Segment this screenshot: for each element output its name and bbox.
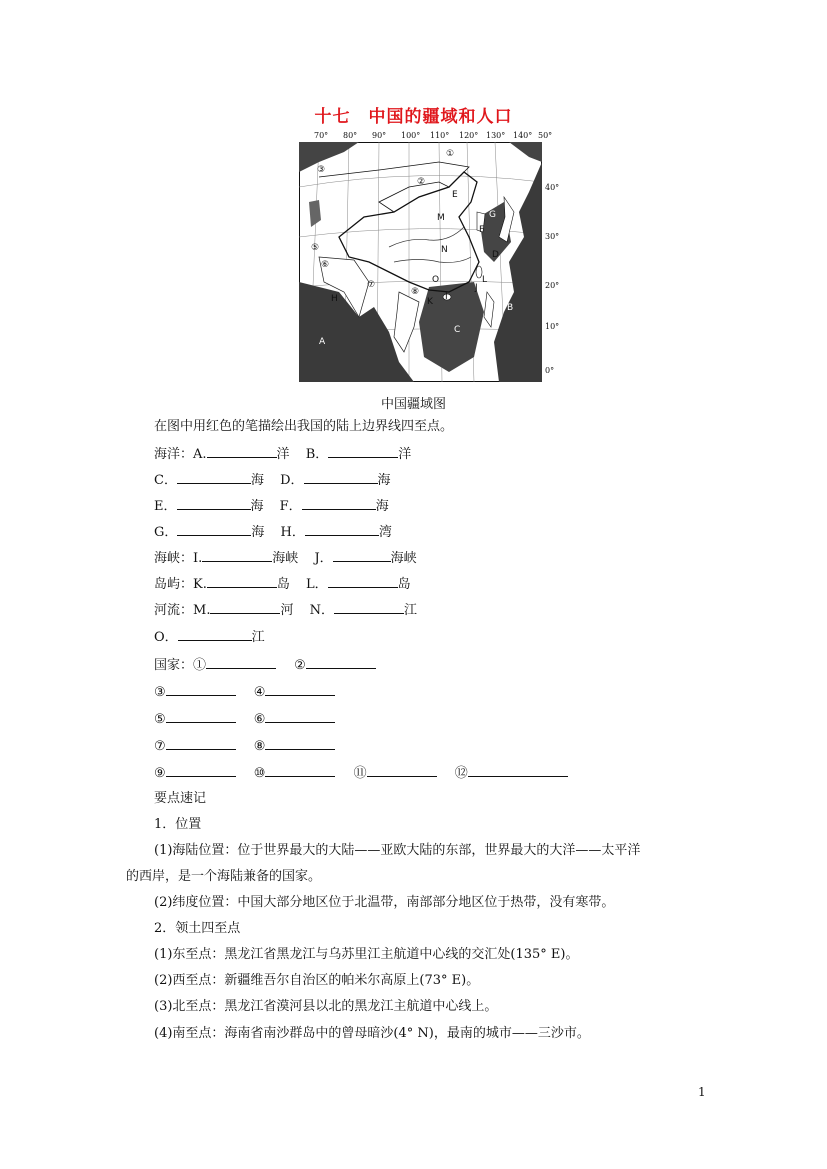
item-suffix: 洋: [276, 447, 290, 462]
item-suffix: 岛: [276, 577, 290, 592]
item-suffix: 河: [280, 603, 294, 618]
lon-label: 90°: [372, 131, 387, 140]
row-label: 国家：: [154, 658, 194, 673]
lon-label: 110°: [430, 131, 450, 140]
item-label: D．: [280, 473, 304, 488]
item-label: K.: [193, 577, 207, 592]
item-label: N．: [309, 603, 335, 618]
map-label: B: [507, 303, 514, 313]
map-label: D: [492, 250, 499, 260]
map-label: L: [482, 275, 488, 285]
map-label: K: [427, 297, 433, 307]
lon-label: 130°: [486, 131, 506, 140]
answer-blank[interactable]: [305, 522, 379, 536]
item-suffix: 湾: [378, 525, 392, 540]
map-label: ⑥: [321, 260, 330, 270]
item-label: ⑧: [253, 739, 266, 754]
item-label: A.: [193, 447, 207, 462]
answer-blank[interactable]: [202, 548, 272, 562]
item-label: H．: [280, 525, 305, 540]
map-label: ⑤: [311, 243, 320, 253]
map-label: ②: [417, 177, 426, 187]
item-label: C．: [154, 473, 177, 488]
country-row-2: [154, 682, 335, 702]
item-suffix: 海峡: [390, 551, 417, 566]
item-label: ①: [193, 658, 207, 673]
notes-heading: 要点速记: [154, 791, 207, 806]
map-label: ⑧: [411, 287, 420, 297]
country-row-5: [154, 763, 568, 783]
section-heading: 1．位置: [154, 817, 202, 832]
answer-blank[interactable]: [265, 682, 335, 696]
map-label: C: [454, 325, 461, 335]
lat-label: 10°: [545, 322, 560, 331]
answer-blank[interactable]: [177, 496, 251, 510]
map-label: E: [452, 190, 458, 200]
lat-label: 0°: [545, 366, 555, 375]
instruction: 在图中用红色的笔描绘出我国的陆上边界线四至点。: [154, 419, 454, 434]
answer-blank[interactable]: [333, 548, 391, 562]
item-suffix: 海: [251, 525, 265, 540]
page-title: 十七 中国的疆域和人口: [314, 107, 513, 127]
answer-blank[interactable]: [166, 682, 236, 696]
row-label: 河流：: [154, 603, 194, 618]
item-label: ⑦: [154, 739, 166, 754]
item-label: J．: [314, 551, 333, 566]
river-row: [154, 600, 417, 620]
item-label: ⑨: [154, 766, 166, 781]
map-label: ①: [446, 149, 455, 159]
lat-label: 30°: [545, 232, 560, 241]
note-paragraph: (4)南至点：海南省南沙群岛中的曾母暗沙(4° N)，最南的城市——三沙市。: [154, 1026, 590, 1041]
ocean-row-3: [154, 496, 389, 516]
answer-blank[interactable]: [166, 736, 236, 750]
ocean-row-2: [154, 470, 391, 490]
ocean-row-1: [154, 444, 411, 464]
lon-label: 50°: [538, 131, 553, 140]
map-label: N: [441, 245, 448, 255]
item-label: F．: [279, 499, 302, 514]
item-label: ⑫: [454, 766, 468, 781]
answer-blank[interactable]: [328, 444, 398, 458]
lat-label: 40°: [545, 183, 560, 192]
item-label: ⑩: [253, 766, 266, 781]
item-label: ③: [154, 685, 166, 700]
item-suffix: 海: [250, 499, 264, 514]
item-label: ②: [294, 658, 306, 673]
map-label: G: [489, 210, 496, 220]
map-label: J: [475, 283, 478, 293]
item-suffix: 海: [377, 473, 391, 488]
answer-blank[interactable]: [207, 444, 277, 458]
item-suffix: 洋: [398, 447, 412, 462]
map-label: I: [445, 292, 448, 302]
item-label: I.: [193, 551, 203, 566]
item-label: ⑥: [253, 712, 266, 727]
answer-blank[interactable]: [334, 600, 404, 614]
lon-label: 70°: [314, 131, 329, 140]
lon-label: 120°: [459, 131, 479, 140]
answer-blank[interactable]: [178, 627, 252, 641]
answer-blank[interactable]: [206, 655, 276, 669]
strait-row: [154, 548, 417, 568]
item-label: M.: [193, 603, 211, 618]
answer-blank[interactable]: [302, 496, 376, 510]
item-suffix: 岛: [397, 577, 411, 592]
lon-label: 80°: [343, 131, 358, 140]
country-row-3: [154, 709, 335, 729]
item-label: E．: [154, 499, 177, 514]
note-paragraph: (2)西至点：新疆维吾尔自治区的帕米尔高原上(73° E)。: [154, 973, 480, 988]
section-heading: 2．领土四至点: [154, 921, 241, 936]
item-label: ⑤: [154, 712, 166, 727]
item-suffix: 江: [404, 603, 418, 618]
map-caption: 中国疆域图: [380, 397, 446, 412]
country-row-1: [154, 655, 376, 675]
item-label: G．: [154, 525, 178, 540]
answer-blank[interactable]: [207, 574, 277, 588]
map-label: ⑦: [367, 280, 376, 290]
item-suffix: 海: [250, 473, 264, 488]
answer-blank[interactable]: [328, 574, 398, 588]
note-paragraph: (1)海陆位置：位于世界最大的大陆——亚欧大陆的东部，世界最大的大洋——太平洋: [154, 843, 641, 858]
answer-blank[interactable]: [265, 709, 335, 723]
lon-label: 100°: [401, 131, 421, 140]
answer-blank[interactable]: [177, 522, 251, 536]
row-label: 海峡：: [154, 551, 194, 566]
answer-blank[interactable]: [265, 763, 335, 777]
answer-blank[interactable]: [306, 655, 376, 669]
answer-blank[interactable]: [367, 763, 437, 777]
note-paragraph: (2)纬度位置：中国大部分地区位于北温带，南部部分地区位于热带，没有寒带。: [154, 895, 615, 910]
lat-label: 20°: [545, 281, 560, 290]
map-label: O: [432, 275, 440, 285]
island-row: [154, 574, 411, 594]
item-label: B．: [305, 447, 329, 462]
answer-blank[interactable]: [166, 709, 236, 723]
answer-blank[interactable]: [210, 600, 280, 614]
page-number: 1: [698, 1085, 706, 1099]
map-label: F: [479, 225, 485, 235]
china-territory-map: [299, 142, 542, 382]
answer-blank[interactable]: [304, 470, 378, 484]
answer-blank[interactable]: [265, 736, 335, 750]
ocean-row-4: [154, 522, 392, 542]
answer-blank[interactable]: [177, 470, 251, 484]
item-suffix: 海: [375, 499, 389, 514]
note-paragraph: (3)北至点：黑龙江省漠河县以北的黑龙江主航道中心线上。: [154, 999, 498, 1014]
item-suffix: 江: [251, 630, 265, 645]
map-label: ③: [317, 165, 326, 175]
item-label: ⑪: [353, 766, 367, 781]
river-row-2: [154, 627, 265, 647]
note-paragraph: 的西岸，是一个海陆兼备的国家。: [126, 869, 322, 884]
map-label: A: [319, 337, 326, 347]
item-label: L．: [306, 577, 328, 592]
lon-label: 140°: [513, 131, 533, 140]
row-label: 海洋：: [154, 447, 194, 462]
map-label: H: [331, 294, 338, 304]
map-label: M: [437, 213, 445, 223]
item-suffix: 海峡: [272, 551, 299, 566]
answer-blank[interactable]: [166, 763, 236, 777]
answer-blank[interactable]: [468, 763, 568, 777]
item-label: ④: [253, 685, 266, 700]
row-label: 岛屿：: [154, 577, 194, 592]
note-paragraph: (1)东至点：黑龙江省黑龙江与乌苏里江主航道中心线的交汇处(135° E)。: [154, 947, 579, 962]
item-label: O．: [154, 630, 178, 645]
country-row-4: [154, 736, 335, 756]
